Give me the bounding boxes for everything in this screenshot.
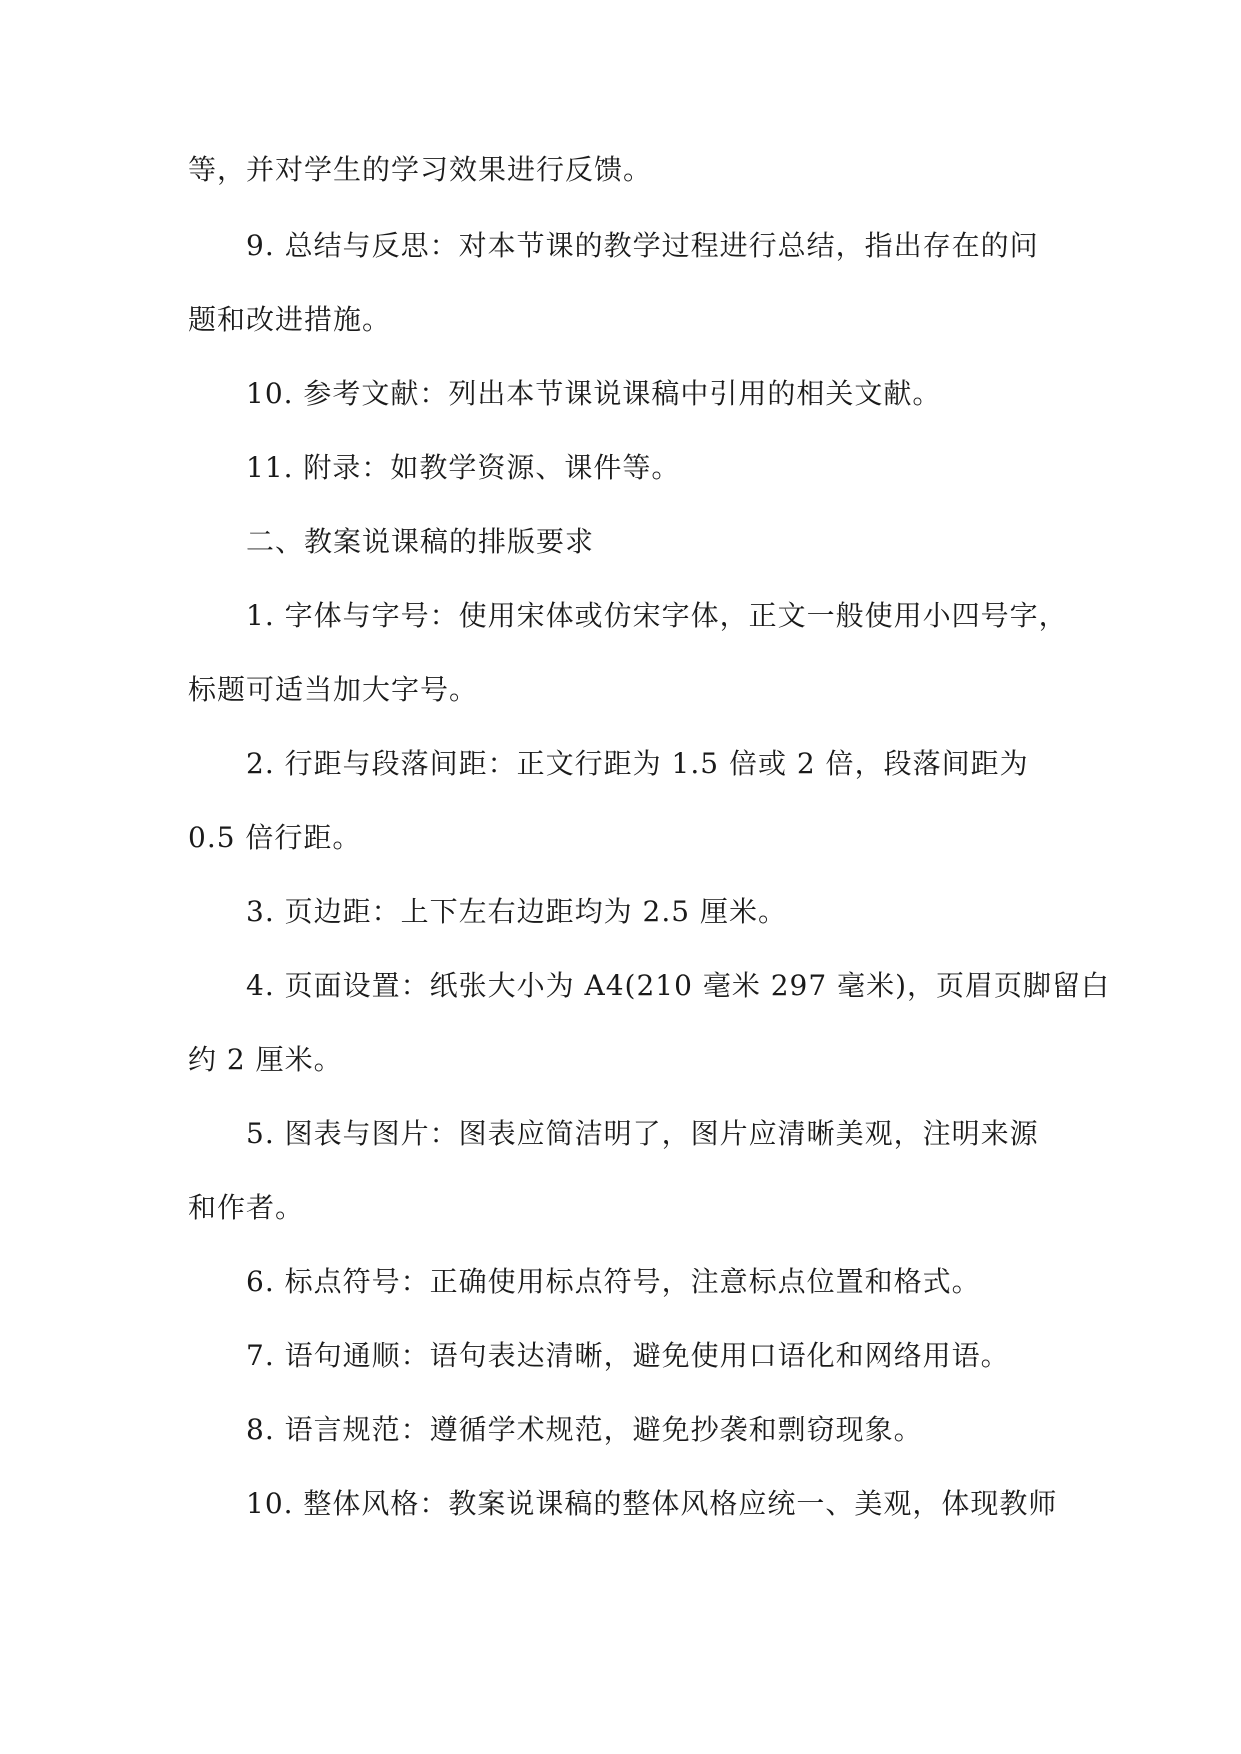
list-item-10-references: 10. 参考文献：列出本节课说课稿中引用的相关文献。 bbox=[246, 377, 942, 410]
list-item-2: 2. 行距与段落间距：正文行距为 1.5 倍或 2 倍，段落间距为 bbox=[246, 747, 1029, 780]
list-item-1-continuation: 标题可适当加大字号。 bbox=[188, 673, 479, 706]
list-item-5: 5. 图表与图片：图表应简洁明了，图片应清晰美观，注明来源 bbox=[246, 1117, 1039, 1150]
section-heading: 二、教案说课稿的排版要求 bbox=[246, 525, 595, 558]
list-item-9-continuation: 题和改进措施。 bbox=[188, 303, 392, 336]
list-item-2-continuation: 0.5 倍行距。 bbox=[188, 821, 362, 854]
list-item-8: 8. 语言规范：遵循学术规范，避免抄袭和剽窃现象。 bbox=[246, 1413, 923, 1446]
list-item-11-appendix: 11. 附录：如教学资源、课件等。 bbox=[246, 451, 681, 484]
list-item-7: 7. 语句通顺：语句表达清晰，避免使用口语化和网络用语。 bbox=[246, 1339, 1010, 1372]
list-item-3: 3. 页边距：上下左右边距均为 2.5 厘米。 bbox=[246, 895, 787, 928]
text-line-continuation: 等，并对学生的学习效果进行反馈。 bbox=[188, 153, 653, 186]
list-item-1: 1. 字体与字号：使用宋体或仿宋字体，正文一般使用小四号字， bbox=[246, 599, 1068, 632]
list-item-6: 6. 标点符号：正确使用标点符号，注意标点位置和格式。 bbox=[246, 1265, 981, 1298]
list-item-4: 4. 页面设置：纸张大小为 A4(210 毫米 297 毫米)，页眉页脚留白 bbox=[246, 969, 1110, 1002]
list-item-5-continuation: 和作者。 bbox=[188, 1191, 305, 1224]
list-item-10-style: 10. 整体风格：教案说课稿的整体风格应统一、美观，体现教师 bbox=[246, 1487, 1058, 1520]
list-item-4-continuation: 约 2 厘米。 bbox=[188, 1043, 343, 1076]
list-item-9: 9. 总结与反思：对本节课的教学过程进行总结，指出存在的问 bbox=[246, 229, 1039, 262]
